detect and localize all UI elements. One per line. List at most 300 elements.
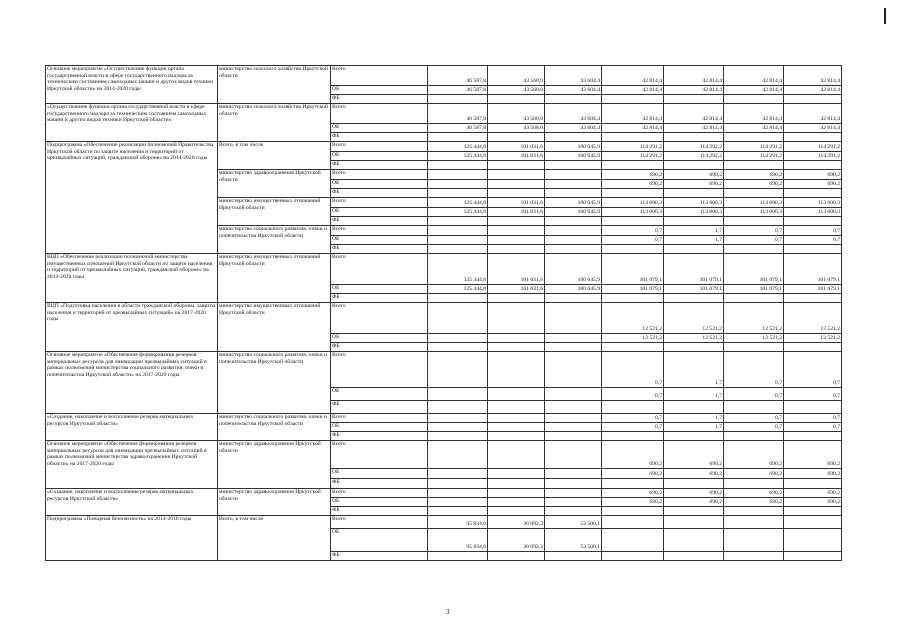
amount-cell	[784, 294, 842, 303]
amount-cell	[545, 236, 602, 245]
funding-source-cell: Всего	[331, 441, 428, 469]
activity-name-cell: Основное мероприятие «Обеспечение формирования резервов материальных ресурсов для ликвидации чрезвычайных ситуаций в рамках полномочий министерства социального развития, опеки и попечительства Иркутской области» на 2017-2020 годы	[46, 352, 218, 414]
funding-source-cell: ФБ	[331, 479, 428, 489]
activity-name-cell: ВЦП «Обеспечение реализации полномочий министерства имущественных отношений Иркутской области по защите населения и территорий от чрезвычайных ситуаций, гражданской обороне» на 2014-2020 годы	[46, 254, 218, 303]
amount-cell: 100 645,9	[545, 152, 602, 161]
funding-source-cell: Всего	[331, 303, 428, 334]
amount-cell	[545, 180, 602, 189]
amount-cell: 125 444,8	[428, 152, 488, 161]
amount-cell: 42 814,4	[784, 124, 842, 133]
amount-cell	[664, 401, 724, 414]
amount-cell: 113 600,3	[602, 208, 664, 217]
table-row	[46, 414, 842, 423]
amount-cell	[724, 294, 784, 303]
amount-cell: 46 587,8	[428, 86, 488, 95]
amount-cell	[724, 133, 784, 142]
amount-cell: 101 079,1	[784, 285, 842, 294]
amount-cell: 42 814,4	[724, 66, 784, 86]
amount-cell: 125 444,8	[428, 142, 488, 152]
amount-cell	[428, 507, 488, 516]
funding-source-cell: ФБ	[331, 245, 428, 254]
amount-cell: 42 814,4	[602, 66, 664, 86]
responsible-org-cell: министерство социального развития, опеки и попечительства Иркутской области	[218, 226, 331, 254]
amount-cell: 46 587,8	[428, 66, 488, 86]
amount-cell	[724, 343, 784, 352]
amount-cell	[602, 507, 664, 516]
amount-cell: 690,2	[784, 180, 842, 189]
amount-cell	[545, 414, 602, 423]
activity-name-cell: Основное мероприятие «Осуществление функции органа государственной власти в сфере государственного надзора за техническим состоянием самоходных машин и других видов техники Иркутской области» на 2014-2020 годы	[46, 66, 218, 104]
amount-cell	[545, 133, 602, 142]
funding-source-cell: ФБ	[331, 161, 428, 170]
amount-cell: 690,2	[784, 441, 842, 469]
amount-cell	[488, 352, 545, 388]
amount-cell: 114 292,2	[664, 152, 724, 161]
funding-source-cell: ОБ	[331, 236, 428, 245]
amount-cell: 690,2	[724, 170, 784, 180]
amount-cell: 36 092,3	[488, 516, 545, 529]
responsible-org-cell: министерство имущественных отношений Иркутской области	[218, 254, 331, 303]
amount-cell	[545, 95, 602, 104]
responsible-org-cell: Всего, в том числе	[218, 516, 331, 561]
amount-cell	[545, 423, 602, 432]
amount-cell: 1,7	[664, 352, 724, 388]
amount-cell	[724, 217, 784, 226]
funding-source-cell: ФБ	[331, 294, 428, 303]
activity-name-cell: «Осуществление функции органа государственной власти в сфере государственного надзора за техническим состоянием самоходных машин и других видов техники Иркутской области»	[46, 104, 218, 142]
amount-cell	[488, 161, 545, 170]
amount-cell	[545, 294, 602, 303]
amount-cell	[428, 479, 488, 489]
amount-cell	[428, 334, 488, 343]
amount-cell: 12 521,2	[784, 303, 842, 334]
amount-cell: 113 600,3	[664, 198, 724, 208]
amount-cell	[428, 441, 488, 469]
amount-cell	[428, 343, 488, 352]
amount-cell	[784, 516, 842, 529]
funding-source-cell: ОБ	[331, 86, 428, 95]
table-row	[46, 489, 842, 498]
amount-cell	[428, 303, 488, 334]
amount-cell	[784, 95, 842, 104]
amount-cell	[602, 133, 664, 142]
amount-cell: 114 292,2	[664, 142, 724, 152]
amount-cell: 101 031,6	[488, 142, 545, 152]
activity-name-cell: ВЦП «Подготовка населения в области гражданской обороны, защиты населения и территорий от чрезвычайных ситуаций» на 2017-2020 годы	[46, 303, 218, 352]
funding-source-cell: ОБ	[331, 152, 428, 161]
funding-source-cell: Всего	[331, 226, 428, 236]
amount-cell: 114 291,2	[784, 152, 842, 161]
amount-cell	[428, 552, 488, 561]
amount-cell: 690,2	[664, 489, 724, 498]
responsible-org-cell: министерство сельского хозяйства Иркутской области	[218, 66, 331, 104]
amount-cell	[545, 498, 602, 507]
amount-cell: 101 031,6	[488, 254, 545, 285]
amount-cell: 42 814,4	[602, 86, 664, 95]
amount-cell	[545, 161, 602, 170]
amount-cell	[784, 245, 842, 254]
amount-cell: 101 031,6	[488, 208, 545, 217]
amount-cell	[664, 217, 724, 226]
amount-cell	[488, 343, 545, 352]
amount-cell	[488, 334, 545, 343]
funding-source-cell: ОБ	[331, 388, 428, 401]
amount-cell: 0,7	[724, 352, 784, 388]
amount-cell	[428, 294, 488, 303]
amount-cell	[545, 507, 602, 516]
amount-cell: 0,7	[602, 423, 664, 432]
amount-cell	[724, 516, 784, 529]
amount-cell: 46 587,8	[428, 104, 488, 124]
amount-cell: 95 834,6	[428, 529, 488, 552]
amount-cell: 43 604,4	[545, 66, 602, 86]
amount-cell: 0,7	[602, 352, 664, 388]
amount-cell: 53 500,1	[545, 516, 602, 529]
amount-cell: 0,7	[784, 414, 842, 423]
amount-cell: 42 814,4	[664, 86, 724, 95]
amount-cell	[664, 245, 724, 254]
amount-cell: 690,2	[664, 180, 724, 189]
amount-cell: 12 521,2	[784, 334, 842, 343]
amount-cell: 0,7	[602, 236, 664, 245]
amount-cell	[545, 217, 602, 226]
amount-cell	[488, 133, 545, 142]
amount-cell	[428, 95, 488, 104]
activity-name-cell: «Создание, накопление и восполнение резерва материальных ресурсов Иркутской области»	[46, 489, 218, 516]
amount-cell	[602, 95, 664, 104]
funding-source-cell: ОБ	[331, 124, 428, 133]
amount-cell	[488, 489, 545, 498]
responsible-org-cell: министерство здравоохранения Иркутской области	[218, 489, 331, 516]
funding-table	[45, 65, 842, 561]
amount-cell	[545, 388, 602, 401]
amount-cell	[545, 334, 602, 343]
amount-cell	[488, 432, 545, 441]
amount-cell: 114 291,2	[784, 142, 842, 152]
amount-cell: 690,2	[602, 441, 664, 469]
amount-cell: 101 079,1	[724, 254, 784, 285]
funding-source-cell: ФБ	[331, 217, 428, 226]
amount-cell: 690,2	[602, 469, 664, 479]
amount-cell	[488, 401, 545, 414]
amount-cell: 0,7	[602, 226, 664, 236]
amount-cell: 1,7	[664, 388, 724, 401]
funding-source-cell: ФБ	[331, 432, 428, 441]
amount-cell: 690,2	[784, 170, 842, 180]
amount-cell: 0,7	[784, 423, 842, 432]
amount-cell: 125 444,8	[428, 198, 488, 208]
amount-cell	[784, 217, 842, 226]
amount-cell: 43 604,4	[545, 104, 602, 124]
responsible-org-cell: министерство здравоохранения Иркутской области	[218, 441, 331, 489]
amount-cell	[428, 226, 488, 236]
amount-cell: 101 079,1	[602, 254, 664, 285]
amount-cell	[545, 170, 602, 180]
activity-name-cell: Подпрограмма «Обеспечение реализации полномочий Правительства Иркутской области по защите населения и территорий от чрезвычайных ситуаций, гражданской обороне» на 2014-2020 годы	[46, 142, 218, 254]
amount-cell	[724, 161, 784, 170]
amount-cell: 42 814,4	[664, 124, 724, 133]
amount-cell: 100 645,9	[545, 198, 602, 208]
amount-cell	[545, 489, 602, 498]
amount-cell: 690,2	[784, 498, 842, 507]
activity-name-cell: Подпрограмма «Пожарная безопасность» на 2014-2016 годы	[46, 516, 218, 561]
amount-cell	[428, 432, 488, 441]
funding-source-cell: Всего	[331, 516, 428, 529]
amount-cell	[488, 217, 545, 226]
responsible-org-cell: министерство имущественных отношений Иркутской области	[218, 198, 331, 226]
amount-cell: 101 079,1	[602, 285, 664, 294]
table-row	[46, 516, 842, 529]
amount-cell	[784, 552, 842, 561]
amount-cell	[428, 180, 488, 189]
funding-source-cell: ФБ	[331, 343, 428, 352]
funding-source-cell: ФБ	[331, 95, 428, 104]
amount-cell: 690,2	[664, 498, 724, 507]
amount-cell	[428, 498, 488, 507]
amount-cell: 12 521,2	[724, 303, 784, 334]
amount-cell	[428, 401, 488, 414]
amount-cell	[664, 189, 724, 198]
scan-edge-mark	[884, 8, 893, 24]
amount-cell: 113 600,3	[724, 198, 784, 208]
amount-cell: 43 568,0	[488, 124, 545, 133]
amount-cell: 0,7	[784, 236, 842, 245]
amount-cell	[488, 552, 545, 561]
amount-cell	[784, 189, 842, 198]
amount-cell	[724, 401, 784, 414]
amount-cell	[724, 529, 784, 552]
responsible-org-cell: министерство здравоохранения Иркутской области	[218, 170, 331, 198]
amount-cell: 42 814,4	[602, 104, 664, 124]
amount-cell: 1,7	[664, 226, 724, 236]
amount-cell: 0,7	[724, 388, 784, 401]
page-number: 3	[446, 608, 450, 616]
amount-cell	[784, 507, 842, 516]
amount-cell: 42 814,4	[664, 66, 724, 86]
amount-cell	[602, 479, 664, 489]
amount-cell	[488, 498, 545, 507]
amount-cell	[545, 343, 602, 352]
amount-cell: 100 645,9	[545, 254, 602, 285]
table-row	[46, 352, 842, 388]
amount-cell: 53 500,1	[545, 529, 602, 552]
amount-cell: 0,7	[784, 352, 842, 388]
amount-cell: 42 814,4	[602, 124, 664, 133]
amount-cell: 690,2	[664, 441, 724, 469]
amount-cell	[488, 479, 545, 489]
amount-cell	[428, 161, 488, 170]
amount-cell	[724, 245, 784, 254]
amount-cell: 690,2	[724, 498, 784, 507]
amount-cell	[602, 432, 664, 441]
amount-cell	[784, 343, 842, 352]
amount-cell: 1,7	[664, 414, 724, 423]
amount-cell: 114 291,2	[724, 152, 784, 161]
amount-cell: 100 645,9	[545, 142, 602, 152]
amount-cell: 43 568,0	[488, 104, 545, 124]
amount-cell	[545, 189, 602, 198]
responsible-org-cell: министерство сельского хозяйства Иркутской области	[218, 104, 331, 142]
amount-cell	[488, 303, 545, 334]
activity-name-cell: «Создание, накопление и восполнение резерва материальных ресурсов Иркутской области»	[46, 414, 218, 441]
amount-cell	[545, 226, 602, 236]
amount-cell	[724, 95, 784, 104]
amount-cell	[602, 294, 664, 303]
funding-source-cell: ФБ	[331, 507, 428, 516]
amount-cell: 42 814,4	[784, 86, 842, 95]
amount-cell	[488, 469, 545, 479]
amount-cell	[784, 401, 842, 414]
amount-cell	[488, 414, 545, 423]
amount-cell	[428, 469, 488, 479]
amount-cell: 0,7	[724, 236, 784, 245]
funding-source-cell: Всего	[331, 142, 428, 152]
amount-cell: 12 521,2	[602, 334, 664, 343]
amount-cell: 690,2	[724, 180, 784, 189]
amount-cell	[428, 189, 488, 198]
amount-cell	[602, 343, 664, 352]
amount-cell: 113 600,3	[784, 198, 842, 208]
amount-cell: 113 600,3	[664, 208, 724, 217]
funding-source-cell: Всего	[331, 254, 428, 285]
table-row	[46, 303, 842, 334]
amount-cell: 43 604,4	[545, 124, 602, 133]
amount-cell: 1,7	[664, 236, 724, 245]
amount-cell	[664, 507, 724, 516]
funding-source-cell: ФБ	[331, 133, 428, 142]
amount-cell: 0,7	[784, 388, 842, 401]
amount-cell: 100 645,9	[545, 285, 602, 294]
amount-cell	[602, 529, 664, 552]
amount-cell	[488, 507, 545, 516]
amount-cell: 125 444,8	[428, 208, 488, 217]
table-row	[46, 254, 842, 285]
amount-cell	[602, 401, 664, 414]
funding-source-cell: Всего	[331, 170, 428, 180]
funding-source-cell: Всего	[331, 352, 428, 388]
funding-source-cell: ФБ	[331, 552, 428, 561]
amount-cell: 690,2	[664, 170, 724, 180]
amount-cell: 101 031,6	[488, 152, 545, 161]
amount-cell: 113 600,3	[602, 198, 664, 208]
amount-cell: 42 814,4	[724, 124, 784, 133]
amount-cell: 12 521,2	[664, 303, 724, 334]
amount-cell: 690,2	[724, 441, 784, 469]
amount-cell: 101 031,6	[488, 198, 545, 208]
amount-cell	[545, 441, 602, 469]
table-row	[46, 142, 842, 152]
amount-cell: 0,7	[602, 388, 664, 401]
funding-source-cell: ОБ	[331, 469, 428, 479]
amount-cell	[488, 236, 545, 245]
amount-cell	[428, 170, 488, 180]
activity-name-cell: Основное мероприятие «Обеспечение формирования резервов материальных ресурсов для ликвидации чрезвычайных ситуаций в рамках полномочий министерства здравоохранения Иркутской области» на 2017-2020 годы	[46, 441, 218, 489]
amount-cell	[488, 189, 545, 198]
amount-cell	[545, 401, 602, 414]
amount-cell: 101 031,6	[488, 285, 545, 294]
amount-cell	[664, 95, 724, 104]
responsible-org-cell: министерство социального развития, опеки и попечительства Иркутской области	[218, 352, 331, 414]
funding-source-cell: Всего	[331, 489, 428, 498]
funding-source-cell: ОБ	[331, 498, 428, 507]
amount-cell: 690,2	[784, 489, 842, 498]
amount-cell: 42 814,4	[784, 104, 842, 124]
amount-cell	[602, 245, 664, 254]
amount-cell: 1,7	[664, 423, 724, 432]
amount-cell: 12 521,2	[724, 334, 784, 343]
amount-cell: 690,2	[784, 469, 842, 479]
funding-source-cell: ОБ	[331, 334, 428, 343]
funding-source-cell: Всего	[331, 66, 428, 86]
amount-cell: 114 291,2	[602, 142, 664, 152]
funding-source-cell: Всего	[331, 198, 428, 208]
amount-cell	[428, 423, 488, 432]
funding-source-cell: ОБ	[331, 180, 428, 189]
amount-cell	[545, 552, 602, 561]
amount-cell: 690,2	[602, 170, 664, 180]
amount-cell: 690,2	[724, 469, 784, 479]
amount-cell	[602, 217, 664, 226]
amount-cell	[664, 529, 724, 552]
amount-cell: 95 834,6	[428, 516, 488, 529]
amount-cell	[428, 489, 488, 498]
amount-cell: 114 291,2	[724, 142, 784, 152]
amount-cell	[488, 95, 545, 104]
table-row	[46, 66, 842, 86]
amount-cell: 690,2	[664, 469, 724, 479]
amount-cell: 125 444,8	[428, 254, 488, 285]
amount-cell: 0,7	[724, 423, 784, 432]
amount-cell	[545, 352, 602, 388]
amount-cell	[724, 552, 784, 561]
amount-cell	[602, 189, 664, 198]
amount-cell: 46 587,8	[428, 124, 488, 133]
amount-cell	[602, 161, 664, 170]
amount-cell: 42 814,4	[724, 104, 784, 124]
amount-cell	[428, 245, 488, 254]
amount-cell: 12 521,2	[664, 334, 724, 343]
responsible-org-cell: Всего, в том числе	[218, 142, 331, 170]
amount-cell	[545, 469, 602, 479]
amount-cell	[488, 180, 545, 189]
amount-cell: 101 079,1	[724, 285, 784, 294]
amount-cell	[488, 441, 545, 469]
amount-cell	[724, 507, 784, 516]
amount-cell	[784, 479, 842, 489]
amount-cell	[784, 133, 842, 142]
amount-cell	[488, 170, 545, 180]
amount-cell: 113 600,3	[724, 208, 784, 217]
amount-cell	[664, 479, 724, 489]
funding-source-cell: ФБ	[331, 189, 428, 198]
amount-cell	[664, 161, 724, 170]
amount-cell	[488, 423, 545, 432]
amount-cell: 36 092,3	[488, 529, 545, 552]
amount-cell: 42 814,4	[784, 66, 842, 86]
responsible-org-cell: министерство социального развития, опеки и попечительства Иркутской области	[218, 414, 331, 441]
amount-cell: 690,2	[602, 498, 664, 507]
amount-cell: 42 814,4	[724, 86, 784, 95]
amount-cell: 101 079,1	[784, 254, 842, 285]
amount-cell	[488, 226, 545, 236]
amount-cell	[784, 432, 842, 441]
amount-cell	[602, 516, 664, 529]
amount-cell	[784, 161, 842, 170]
amount-cell	[545, 432, 602, 441]
amount-cell: 42 814,4	[664, 104, 724, 124]
amount-cell: 0,7	[602, 414, 664, 423]
amount-cell: 0,7	[724, 226, 784, 236]
